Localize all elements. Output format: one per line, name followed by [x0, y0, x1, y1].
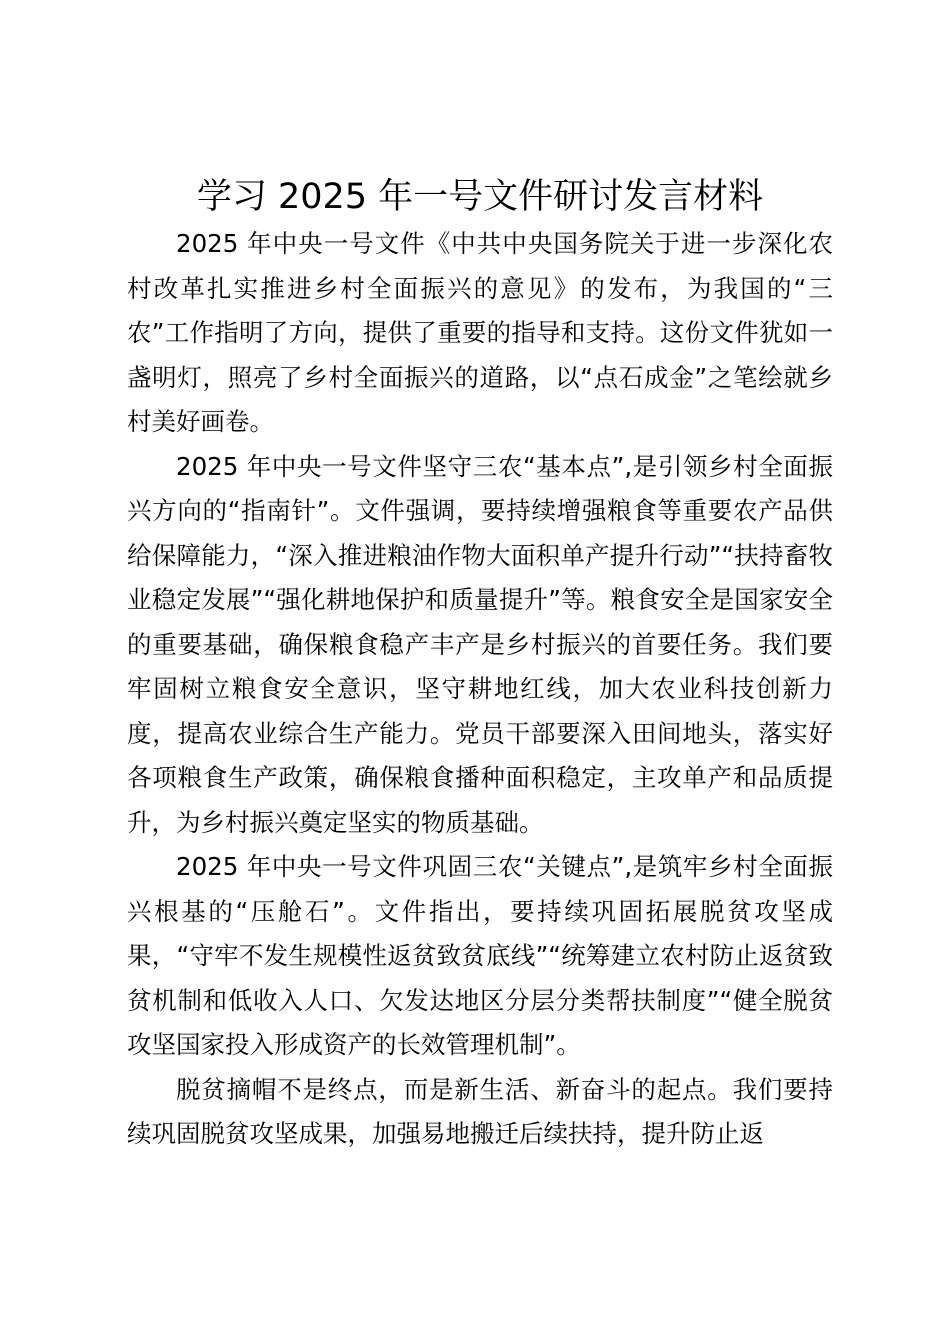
- document-body: [127, 172, 833, 1157]
- paragraph-3: 2025 年中央一号文件巩固三农“关键点”,是筑牢乡村全面振兴根基的“压舱石”。文件指出，要持续巩固拓展脱贫攻坚成果，“守牢不发生规模性返贫致贫底线”“统筹建立农村防止返贫致贫机制和低收入人口、欠发达地区分层分类帮扶制度”“健全脱贫攻坚国家投入形成资产的长效管理机制”。: [127, 852, 833, 1059]
- paragraph-1: 2025 年中央一号文件《中共中央国务院关于进一步深化农村改革扎实推进乡村全面振兴的意见》的发布，为我国的“三农”工作指明了方向，提供了重要的指导和支持。这份文件犹如一盏明灯，照亮了乡村全面振兴的道路，以“点石成金”之笔绘就乡村美好画卷。: [127, 229, 833, 436]
- paragraph-2: 2025 年中央一号文件坚守三农“基本点”,是引领乡村全面振兴方向的“指南针”。文件强调，要持续增强粮食等重要农产品供给保障能力，“深入推进粮油作物大面积单产提升行动”“扶持畜牧业稳定发展”“强化耕地保护和质量提升”等。粮食安全是国家安全的重要基础，确保粮食稳产丰产是乡村振兴的首要任务。我们要牢固树立粮食安全意识，坚守耕地红线，加大农业科技创新力度，提高农业综合生产能力。党员干部要深入田间地头，落实好各项粮食生产政策，确保粮食播种面积稳定，主攻单产和品质提升，为乡村振兴奠定坚实的物质基础。: [127, 451, 833, 837]
- document-title: 学习 2025 年一号文件研讨发言材料: [196, 177, 764, 217]
- paragraph-4: 脱贫摘帽不是终点，而是新生活、新奋斗的起点。我们要持续巩固脱贫攻坚成果，加强易地搬迁后续扶持，提升防止返: [127, 1074, 833, 1148]
